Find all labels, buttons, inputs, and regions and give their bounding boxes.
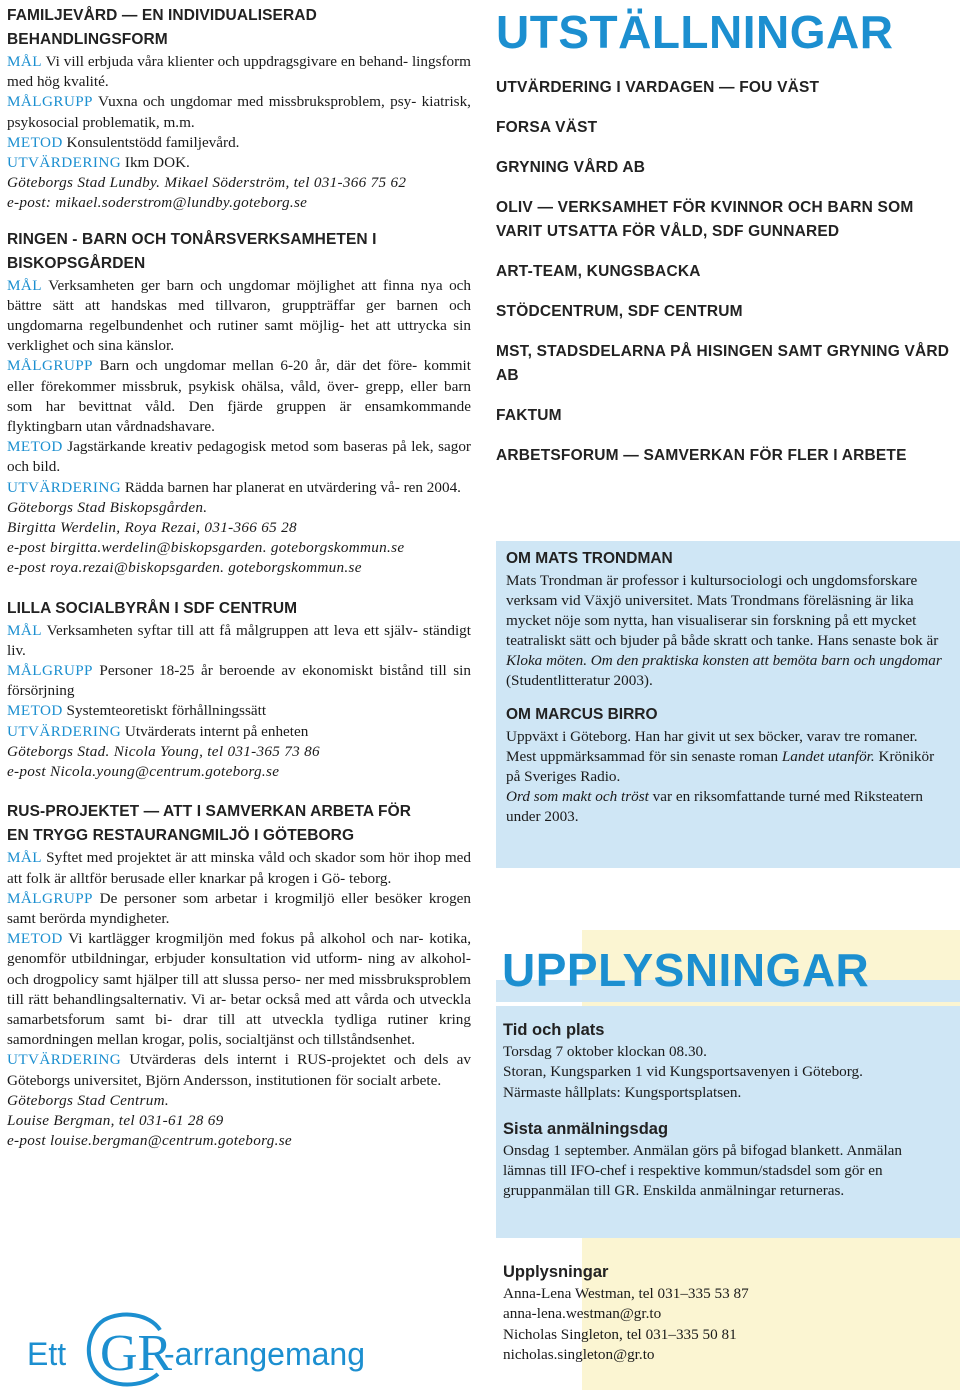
contact-line: e-post Nicola.young@centrum.goteborg.se [7,763,280,781]
contact-line: Louise Bergman, tel 031-61 28 69 [7,1111,224,1129]
keyword-label: MÅLGRUPP [7,662,93,680]
keyword-label: METOD [7,702,63,720]
info-heading: Upplysningar [503,1263,609,1281]
logo-prefix: Ett [27,1336,67,1372]
logo-mark-text: GR [100,1325,172,1382]
keyword-label: UTVÄRDERING [7,154,122,172]
section-paragraph: MÅL Verksamheten ger barn och ungdomar möjlighet att finna nya och bättre sätt att handskas med tillvaron, gruppträffar ger barnen och ungdomarna regelbundenhet och rutiner samt möjlig- het att uttrycka sin verklighet och sina känslor. [7,276,472,355]
contact-line: Birgitta Werdelin, Roya Rezai, 031-366 65 28 [7,519,297,537]
contact-line: e-post: mikael.soderstrom@lundby.goteborg.se [7,194,308,212]
gr-logo-mark [82,1312,172,1388]
keyword-label: MÅL [7,53,42,70]
exhibition-item: FAKTUM [496,407,562,424]
contact-line: Göteborgs Stad Biskopsgården. [7,498,208,516]
program-section [7,228,471,579]
section-heading: RINGEN - BARN OCH TONÅRSVERKSAMHETEN I BISKOPSGÅRDEN [7,230,377,272]
section-paragraph: METOD Konsulentstödd familjevård. [7,133,240,151]
keyword-label: UTVÄRDERING [7,478,122,496]
left-column [7,4,471,1169]
keyword-label: MÅLGRUPP [7,357,93,375]
contact-line: Göteborgs Stad Centrum. [7,1091,170,1109]
keyword-label: MÅLGRUPP [7,889,93,907]
contact-line: e-post louise.bergman@centrum.goteborg.se [7,1132,292,1150]
keyword-label: METOD [7,438,63,456]
program-section [7,800,471,1151]
keyword-label: UTVÄRDERING [7,722,122,740]
info-content [503,1018,943,1216]
about-marcus-text: Uppväxt i Göteborg. Han har givit ut sex böcker, varav tre romaner. Mest uppmärksammad för sin senaste roman Landet utanför. Krönikör på Sveriges Radio. Ord som makt och tröst var en riksomfattande turné med Riksteatern under 2003. [506,728,935,825]
info-contacts [503,1260,943,1379]
exhibition-item: ARBETSFORUM — SAMVERKAN FÖR FLER I ARBETE [496,447,907,464]
keyword-label: MÅL [7,849,42,867]
section-paragraph: MÅLGRUPP De personer som arbetar i krogmiljö eller besöker krogen samt berörda myndigheter. [7,889,471,927]
keyword-label: UTVÄRDERING [7,1051,122,1069]
info-text: Torsdag 7 oktober klockan 08.30. Storan, Kungsparken 1 vid Kungsportsavenyen i Göteborg. Närmaste hållplats: Kungsportsplatsen. [503,1043,863,1101]
section-paragraph: MÅL Vi vill erbjuda våra klienter och uppdragsgivare en behand- lingsform med hög kvalité. [7,53,471,91]
about-marcus-heading: OM MARCUS BIRRO [506,706,658,723]
exhibition-item: MST, STADSDELARNA PÅ HISINGEN SAMT GRYNING VÅRD AB [496,343,950,384]
section-paragraph: METOD Jagstärkande kreativ pedagogisk metod som baseras på lek, sagor och bild. [7,438,471,476]
contact-line: e-post roya.rezai@biskopsgarden. goteborgskommun.se [7,559,362,577]
info-heading: Tid och plats [503,1021,605,1039]
info-text: Anna-Lena Westman, tel 031–335 53 87 anna-lena.westman@gr.to Nicholas Singleton, tel 031–335 50 81 nicholas.singleton@gr.to [503,1285,749,1363]
left-sections [7,4,471,1151]
keyword-label: MÅL [7,276,42,294]
section-heading: LILLA SOCIALBYRÅN I SDF CENTRUM [7,599,298,617]
logo-suffix: -arrangemang [164,1336,365,1372]
section-heading: RUS-PROJEKTET — ATT I SAMVERKAN ARBETA FÖR EN TRYGG RESTAURANGMILJÖ I GÖTEBORG [7,803,412,845]
contact-line: Göteborgs Stad. Nicola Young, tel 031-365 73 86 [7,742,320,760]
contact-line: e-post birgitta.werdelin@biskopsgarden. goteborgskommun.se [7,539,405,557]
section-paragraph: MÅLGRUPP Personer 18-25 år beroende av ekonomiskt bistånd till sin försörjning [7,662,471,700]
info-title: UPPLYSNINGAR [502,944,870,996]
exhibition-item: OLIV — VERKSAMHET FÖR KVINNOR OCH BARN SOM VARIT UTSATTA FÖR VÅLD, SDF GUNNARED [496,199,914,240]
section-paragraph: METOD Vi kartlägger krogmiljön med fokus på alkohol och nar- kotika, genomför utbildningar, erbjuder konsultation vid utform- ning av alkohol- och drogpolicy samt hjälper till att slussa perso- ner med missbruksproblem till rätt behandlingsalternativ. Vi ar- betar också med att vårda och utveckla samarbetsforum samt bi- drar till att utveckla tydliga rutiner kring samordningen mellan krogar, polis, socialtjänst och tillståndsenhet. [7,930,471,1049]
keyword-label: MÅL [7,621,42,639]
section-paragraph: UTVÄRDERING Rädda barnen har planerat en utvärdering vå- ren 2004. [7,478,461,496]
exhibition-item: ART-TEAM, KUNGSBACKA [496,263,701,280]
gr-logo [24,1310,384,1390]
program-section [7,597,471,783]
exhibition-item: FORSA VÄST [496,119,598,136]
about-mats-heading: OM MATS TRONDMAN [506,550,673,567]
info-heading: Sista anmälningsdag [503,1119,669,1138]
program-section [7,4,471,214]
info-text: Onsdag 1 september. Anmälan görs på bifogad blankett. Anmälan lämnas till IFO-chef i respektive kommun/stadsdel som gör en gruppanmälan till GR. Enskilda anmälningar returneras. [503,1141,903,1200]
exhibition-item: STÖDCENTRUM, SDF CENTRUM [496,303,743,320]
exhibitions-list [496,76,956,468]
exhibitions-column [496,4,956,484]
exhibitions-title: UTSTÄLLNINGAR [496,6,894,58]
section-paragraph: MÅLGRUPP Vuxna och ungdomar med missbruksproblem, psy- kiatrisk, psykosocial problematik, m.m. [7,93,471,131]
section-paragraph: METOD Systemteoretiskt förhållningssätt [7,702,267,720]
speakers-box [496,541,960,868]
exhibition-item: GRYNING VÅRD AB [496,159,646,176]
exhibition-item: UTVÄRDERING I VARDAGEN — FOU VÄST [496,79,820,96]
section-paragraph: UTVÄRDERING Ikm DOK. [7,154,190,172]
about-mats-text: Mats Trondman är professor i kultursociologi och ungdomsforskare verksam vid Växjö universitet. Mats Trondmans föreläsning är lika mycket nöje som nytta, han visualiserar sin forskning på ett mycket teatraliskt sätt och bjuder på både skratt och tanke. Hans senaste bok är Kloka möten. Om den praktiska konsten att bemöta barn och ungdomar (Studentlitteratur 2003). [506,572,942,689]
section-paragraph: MÅL Syftet med projektet är att minska våld och skador som hör ihop med att folk är alltför berusade eller knarkar på krogen i Gö- teborg. [7,849,471,887]
contact-line: Göteborgs Stad Lundby. Mikael Söderström, tel 031-366 75 62 [7,174,407,192]
section-paragraph: MÅLGRUPP Barn och ungdomar mellan 6-20 år, där det före- kommit eller förekommer missbruk, psykisk ohälsa, våld, över- grepp, eller barn som har bevittnat våld. Den fjärde gruppen är ensamkommande flyktingbarn utan vårdnadshavare. [7,357,471,436]
section-paragraph: UTVÄRDERING Utvärderas dels internt i RUS-projektet och dels av Göteborgs universitet, Björn Andersson, institutionen för socialt arbete. [7,1051,472,1089]
section-paragraph: MÅL Verksamheten syftar till att få målgruppen att leva ett själv- ständigt liv. [7,621,471,659]
section-paragraph: UTVÄRDERING Utvärderats internt på enheten [7,722,309,740]
keyword-label: METOD [7,133,63,151]
keyword-label: METOD [7,930,63,948]
section-heading: FAMILJEVÅRD — EN INDIVIDUALISERAD BEHANDLINGSFORM [7,7,317,48]
keyword-label: MÅLGRUPP [7,93,93,111]
